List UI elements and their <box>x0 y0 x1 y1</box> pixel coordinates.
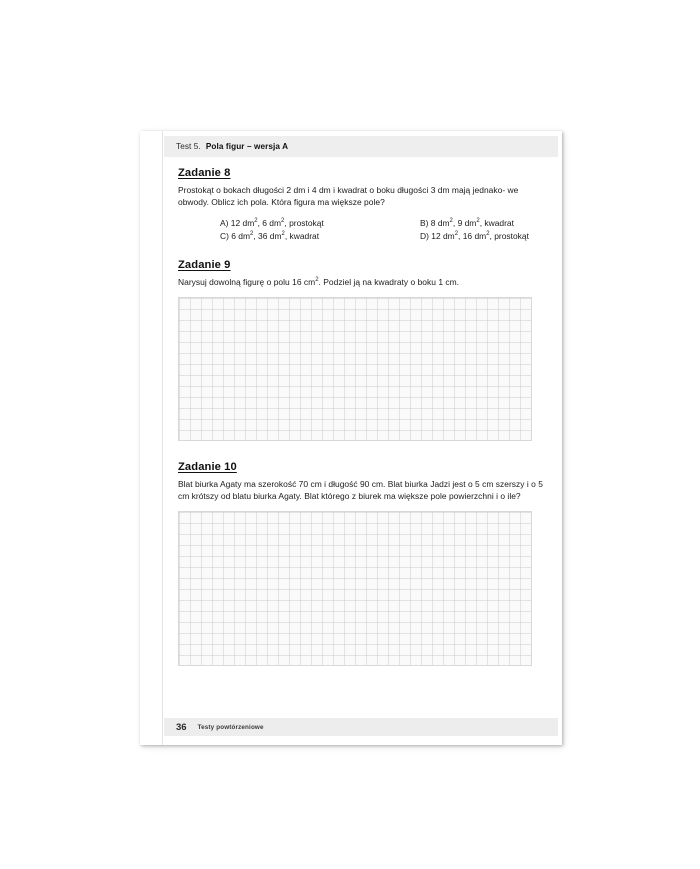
option-b-pre: B) 8 dm <box>420 218 450 228</box>
task-text-10-line-3: powierzchni i o ile? <box>448 491 521 501</box>
task-text-zadanie-10 <box>178 478 546 502</box>
page-body <box>178 163 546 666</box>
answer-option-c[interactable] <box>220 230 420 242</box>
answer-options-zadanie-8 <box>220 217 546 242</box>
option-b-mid: , 9 dm <box>452 218 477 228</box>
option-c-post: , kwadrat <box>284 231 320 241</box>
running-header-title: Pola figur – wersja A <box>205 142 289 151</box>
task-text-line-2: we obwody. Oblicz ich pola. Która figura ma większe pole? <box>178 185 519 207</box>
page-content-column <box>164 131 562 745</box>
answer-grid-zadanie-9[interactable] <box>178 297 532 441</box>
task-text-10-line-1: Blat biurka Agaty ma szerokość 70 cm i długość 90 cm. Blat biurka Jadzi jest o 5 cm <box>178 479 494 489</box>
task-text-zadanie-8 <box>178 184 546 208</box>
option-c-sup-2: 2 <box>281 231 285 238</box>
running-header <box>164 136 558 157</box>
task-zadanie-9 <box>178 255 546 441</box>
document-page <box>140 131 562 745</box>
task-text-zadanie-9-pre: Narysuj dowolną figurę o polu 16 cm <box>178 277 316 287</box>
option-a-mid: , 6 dm <box>257 218 282 228</box>
option-b-post: , kwadrat <box>479 218 514 228</box>
task-zadanie-8 <box>178 163 546 242</box>
option-a-sup-1: 2 <box>254 218 258 225</box>
option-d-sup-2: 2 <box>486 231 490 238</box>
answer-option-d[interactable] <box>420 230 546 242</box>
option-d-post: , prostokąt <box>489 231 529 241</box>
answer-option-a[interactable] <box>220 217 420 229</box>
task-text-10-line-2: szerszy i o 5 cm krótszy od blatu biurka Agaty. Blat którego z biurek ma większe pole <box>178 479 543 501</box>
task-text-zadanie-9 <box>178 276 546 288</box>
task-text-line-1: Prostokąt o bokach długości 2 dm i 4 dm i kwadrat o boku długości 3 dm mają jednako- <box>178 185 506 195</box>
option-a-post: , prostokąt <box>284 218 324 228</box>
option-d-mid: , 16 dm <box>458 231 487 241</box>
spacer-after-zadanie-8 <box>178 242 546 255</box>
answer-grid-zadanie-10[interactable] <box>178 511 532 666</box>
task-heading-zadanie-9: Zadanie 9 <box>178 259 231 271</box>
option-d-pre: D) 12 dm <box>420 231 455 241</box>
footer-page-number: 36 <box>176 721 187 733</box>
task-zadanie-10 <box>178 457 546 666</box>
option-b-sup-2: 2 <box>476 218 480 225</box>
answer-option-b[interactable] <box>420 217 546 229</box>
option-a-sup-2: 2 <box>281 218 285 225</box>
task-heading-zadanie-10: Zadanie 10 <box>178 461 237 473</box>
task-text-zadanie-9-post: . Podziel ją na kwadraty o boku 1 cm. <box>318 277 460 287</box>
option-a-pre: A) 12 dm <box>220 218 255 228</box>
running-header-test-label: Test 5. <box>176 142 201 151</box>
spacer-after-zadanie-9 <box>178 441 546 457</box>
task-text-zadanie-9-sup: 2 <box>315 277 319 284</box>
option-c-sup-1: 2 <box>250 231 254 238</box>
option-b-sup-1: 2 <box>449 218 453 225</box>
task-heading-zadanie-8: Zadanie 8 <box>178 167 231 179</box>
page-gutter <box>140 131 163 745</box>
option-c-mid: , 36 dm <box>253 231 282 241</box>
option-d-sup-1: 2 <box>454 231 459 238</box>
page-footer <box>164 718 558 736</box>
option-c-pre: C) 6 dm <box>220 231 251 241</box>
footer-section-label: Testy powtórzeniowe <box>197 723 264 731</box>
